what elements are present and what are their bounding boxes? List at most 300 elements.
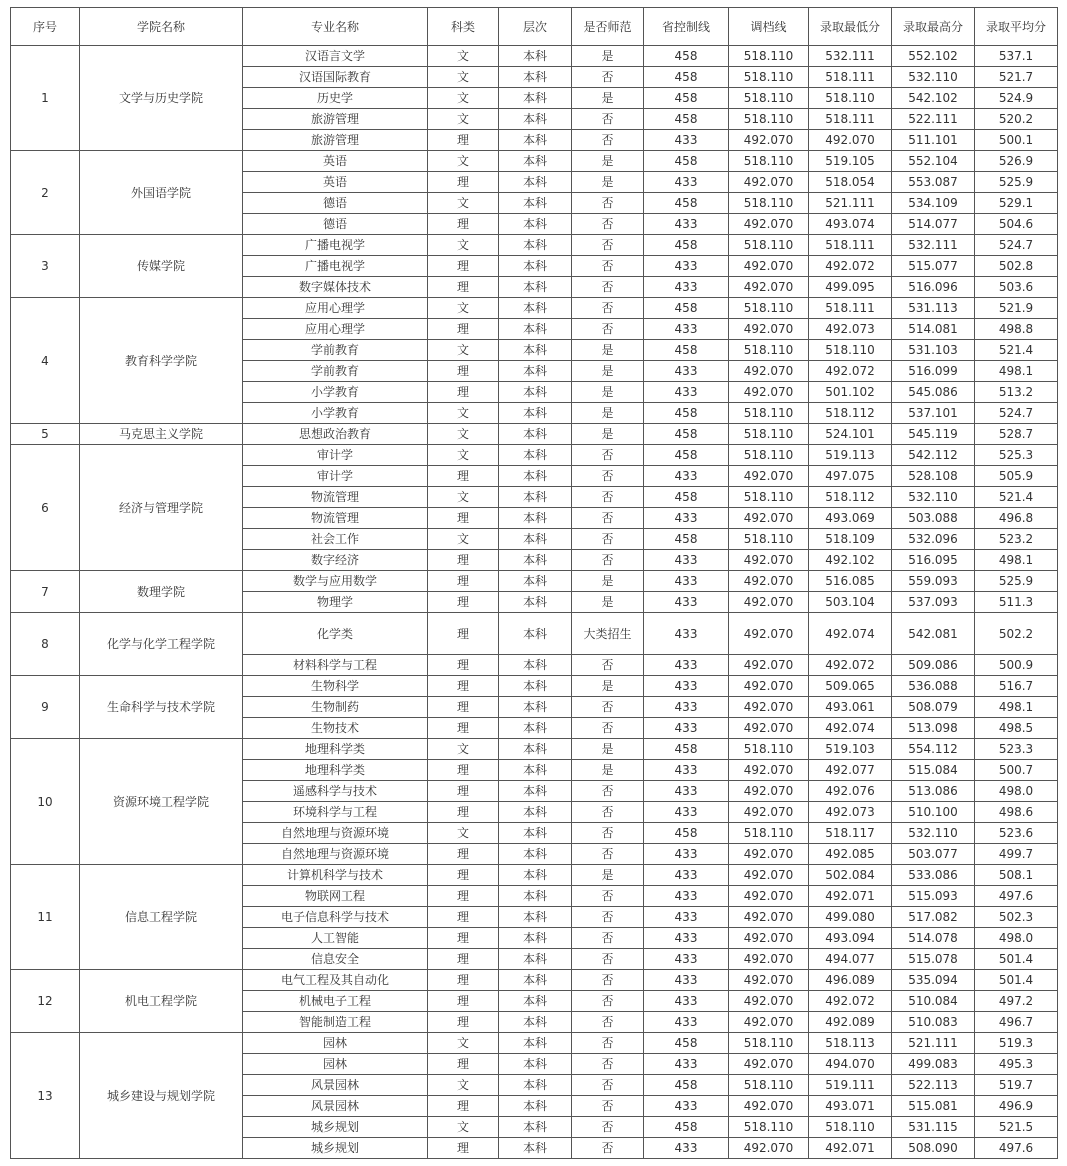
table-cell: 是: [572, 361, 644, 382]
table-cell: 433: [644, 928, 729, 949]
table-body: [11, 46, 1058, 1159]
table-cell: 否: [572, 67, 644, 88]
table-cell: 518.110: [729, 151, 809, 172]
table-cell: 旅游管理: [243, 109, 428, 130]
table-cell: 智能制造工程: [243, 1012, 428, 1033]
table-cell: 文: [428, 487, 499, 508]
table-cell: 492.074: [809, 718, 892, 739]
table-cell: 532.110: [892, 67, 975, 88]
table-cell: 532.110: [892, 823, 975, 844]
table-cell: 否: [572, 256, 644, 277]
table-cell: 552.102: [892, 46, 975, 67]
table-cell: 521.111: [809, 193, 892, 214]
table-row: [11, 1033, 1058, 1054]
table-cell: 501.4: [975, 970, 1058, 991]
table-cell: 理: [428, 466, 499, 487]
table-cell: 433: [644, 949, 729, 970]
table-cell: 理: [428, 781, 499, 802]
table-cell: 493.061: [809, 697, 892, 718]
table-cell: 532.111: [892, 235, 975, 256]
table-cell: 493.069: [809, 508, 892, 529]
table-cell: 492.070: [729, 844, 809, 865]
college-number-cell: 4: [11, 298, 80, 424]
table-row: [11, 235, 1058, 256]
college-name-cell: 机电工程学院: [80, 970, 243, 1033]
table-cell: 518.111: [809, 235, 892, 256]
table-cell: 458: [644, 340, 729, 361]
table-cell: 508.1: [975, 865, 1058, 886]
table-cell: 风景园林: [243, 1075, 428, 1096]
table-cell: 529.1: [975, 193, 1058, 214]
table-cell: 496.8: [975, 508, 1058, 529]
table-cell: 516.096: [892, 277, 975, 298]
table-cell: 523.3: [975, 739, 1058, 760]
table-cell: 509.086: [892, 655, 975, 676]
table-cell: 499.083: [892, 1054, 975, 1075]
table-cell: 广播电视学: [243, 235, 428, 256]
table-cell: 498.1: [975, 361, 1058, 382]
table-cell: 458: [644, 298, 729, 319]
table-cell: 本科: [499, 655, 572, 676]
table-cell: 本科: [499, 340, 572, 361]
table-cell: 文: [428, 424, 499, 445]
table-cell: 是: [572, 46, 644, 67]
table-cell: 433: [644, 718, 729, 739]
table-cell: 理: [428, 172, 499, 193]
table-cell: 524.7: [975, 235, 1058, 256]
table-cell: 本科: [499, 193, 572, 214]
table-row: [11, 865, 1058, 886]
table-cell: 否: [572, 802, 644, 823]
table-cell: 492.070: [729, 613, 809, 655]
table-cell: 521.9: [975, 298, 1058, 319]
table-cell: 433: [644, 907, 729, 928]
table-cell: 510.084: [892, 991, 975, 1012]
table-cell: 文: [428, 340, 499, 361]
table-cell: 应用心理学: [243, 298, 428, 319]
college-number-cell: 3: [11, 235, 80, 298]
table-cell: 458: [644, 193, 729, 214]
table-cell: 是: [572, 676, 644, 697]
table-cell: 本科: [499, 403, 572, 424]
table-row: [11, 424, 1058, 445]
table-cell: 化学类: [243, 613, 428, 655]
table-cell: 材料科学与工程: [243, 655, 428, 676]
college-number-cell: 13: [11, 1033, 80, 1159]
table-cell: 531.115: [892, 1117, 975, 1138]
table-cell: 492.070: [729, 991, 809, 1012]
table-cell: 458: [644, 46, 729, 67]
table-cell: 是: [572, 592, 644, 613]
table-cell: 本科: [499, 1096, 572, 1117]
table-cell: 英语: [243, 151, 428, 172]
table-cell: 458: [644, 1117, 729, 1138]
table-cell: 否: [572, 130, 644, 151]
table-cell: 文: [428, 1033, 499, 1054]
table-cell: 492.072: [809, 655, 892, 676]
college-number-cell: 2: [11, 151, 80, 235]
table-cell: 525.9: [975, 172, 1058, 193]
table-cell: 498.5: [975, 718, 1058, 739]
table-cell: 531.113: [892, 298, 975, 319]
table-cell: 本科: [499, 949, 572, 970]
table-cell: 522.113: [892, 1075, 975, 1096]
table-cell: 518.110: [729, 67, 809, 88]
table-cell: 自然地理与资源环境: [243, 844, 428, 865]
table-cell: 否: [572, 1033, 644, 1054]
table-cell: 518.110: [729, 1075, 809, 1096]
table-row: [11, 298, 1058, 319]
table-cell: 525.3: [975, 445, 1058, 466]
table-cell: 否: [572, 193, 644, 214]
table-cell: 否: [572, 949, 644, 970]
table-cell: 518.110: [729, 739, 809, 760]
table-cell: 文: [428, 46, 499, 67]
college-number-cell: 7: [11, 571, 80, 613]
table-cell: 492.076: [809, 781, 892, 802]
table-cell: 497.6: [975, 1138, 1058, 1159]
table-cell: 515.081: [892, 1096, 975, 1117]
table-cell: 518.110: [729, 1033, 809, 1054]
table-cell: 本科: [499, 781, 572, 802]
table-cell: 电子信息科学与技术: [243, 907, 428, 928]
header-cell: 科类: [428, 8, 499, 46]
table-cell: 否: [572, 466, 644, 487]
table-cell: 458: [644, 88, 729, 109]
header-cell: 专业名称: [243, 8, 428, 46]
table-cell: 492.070: [729, 256, 809, 277]
college-number-cell: 1: [11, 46, 80, 151]
table-cell: 本科: [499, 1117, 572, 1138]
table-cell: 理: [428, 949, 499, 970]
table-cell: 物理学: [243, 592, 428, 613]
table-cell: 518.110: [729, 1117, 809, 1138]
table-cell: 542.102: [892, 88, 975, 109]
table-cell: 433: [644, 550, 729, 571]
table-cell: 本科: [499, 130, 572, 151]
college-number-cell: 10: [11, 739, 80, 865]
table-cell: 文: [428, 67, 499, 88]
table-cell: 本科: [499, 67, 572, 88]
table-cell: 理: [428, 130, 499, 151]
table-cell: 458: [644, 739, 729, 760]
table-cell: 518.117: [809, 823, 892, 844]
table-cell: 理: [428, 718, 499, 739]
table-cell: 小学教育: [243, 403, 428, 424]
header-cell: 录取最高分: [892, 8, 975, 46]
table-cell: 533.086: [892, 865, 975, 886]
table-cell: 理: [428, 256, 499, 277]
table-cell: 英语: [243, 172, 428, 193]
college-number-cell: 8: [11, 613, 80, 676]
header-cell: 是否师范: [572, 8, 644, 46]
table-cell: 文: [428, 739, 499, 760]
header-cell: 调档线: [729, 8, 809, 46]
table-cell: 553.087: [892, 172, 975, 193]
table-cell: 528.108: [892, 466, 975, 487]
table-cell: 492.070: [729, 130, 809, 151]
table-cell: 492.077: [809, 760, 892, 781]
table-cell: 515.078: [892, 949, 975, 970]
table-cell: 496.089: [809, 970, 892, 991]
table-cell: 理: [428, 928, 499, 949]
admission-score-table: [10, 7, 1058, 1159]
table-cell: 513.2: [975, 382, 1058, 403]
table-row: [11, 571, 1058, 592]
table-cell: 518.054: [809, 172, 892, 193]
table-cell: 数学与应用数学: [243, 571, 428, 592]
table-cell: 本科: [499, 88, 572, 109]
table-cell: 否: [572, 1138, 644, 1159]
table-cell: 否: [572, 550, 644, 571]
table-cell: 514.081: [892, 319, 975, 340]
table-cell: 513.086: [892, 781, 975, 802]
table-cell: 521.4: [975, 340, 1058, 361]
table-cell: 534.109: [892, 193, 975, 214]
table-cell: 是: [572, 382, 644, 403]
table-cell: 545.086: [892, 382, 975, 403]
header-cell: 录取最低分: [809, 8, 892, 46]
table-cell: 理: [428, 970, 499, 991]
table-cell: 园林: [243, 1033, 428, 1054]
table-cell: 518.110: [729, 487, 809, 508]
table-cell: 本科: [499, 361, 572, 382]
header-cell: 学院名称: [80, 8, 243, 46]
table-cell: 458: [644, 529, 729, 550]
table-cell: 498.8: [975, 319, 1058, 340]
table-row: [11, 445, 1058, 466]
table-cell: 德语: [243, 214, 428, 235]
table-cell: 物联网工程: [243, 886, 428, 907]
table-cell: 理: [428, 676, 499, 697]
college-name-cell: 教育科学学院: [80, 298, 243, 424]
table-cell: 风景园林: [243, 1096, 428, 1117]
table-cell: 458: [644, 424, 729, 445]
table-row: [11, 151, 1058, 172]
table-cell: 自然地理与资源环境: [243, 823, 428, 844]
table-cell: 493.094: [809, 928, 892, 949]
table-cell: 理: [428, 844, 499, 865]
header-cell: 序号: [11, 8, 80, 46]
table-cell: 433: [644, 214, 729, 235]
table-cell: 应用心理学: [243, 319, 428, 340]
table-cell: 文: [428, 88, 499, 109]
table-cell: 518.110: [729, 403, 809, 424]
table-cell: 理: [428, 1138, 499, 1159]
table-cell: 518.110: [729, 109, 809, 130]
table-cell: 492.071: [809, 1138, 892, 1159]
table-cell: 508.090: [892, 1138, 975, 1159]
table-cell: 433: [644, 172, 729, 193]
table-cell: 理: [428, 865, 499, 886]
table-cell: 广播电视学: [243, 256, 428, 277]
table-cell: 518.112: [809, 403, 892, 424]
table-cell: 本科: [499, 1012, 572, 1033]
table-cell: 528.7: [975, 424, 1058, 445]
table-cell: 511.3: [975, 592, 1058, 613]
table-cell: 是: [572, 424, 644, 445]
table-cell: 旅游管理: [243, 130, 428, 151]
table-header: [11, 8, 1058, 46]
table-cell: 否: [572, 214, 644, 235]
table-cell: 本科: [499, 298, 572, 319]
table-cell: 否: [572, 319, 644, 340]
table-cell: 522.111: [892, 109, 975, 130]
table-cell: 否: [572, 508, 644, 529]
table-cell: 519.3: [975, 1033, 1058, 1054]
college-number-cell: 12: [11, 970, 80, 1033]
table-cell: 518.111: [809, 298, 892, 319]
table-cell: 492.070: [729, 718, 809, 739]
college-name-cell: 经济与管理学院: [80, 445, 243, 571]
table-cell: 498.6: [975, 802, 1058, 823]
table-cell: 458: [644, 403, 729, 424]
table-cell: 433: [644, 991, 729, 1012]
table-cell: 458: [644, 1033, 729, 1054]
table-cell: 503.6: [975, 277, 1058, 298]
table-cell: 本科: [499, 277, 572, 298]
table-cell: 502.084: [809, 865, 892, 886]
table-cell: 生物科学: [243, 676, 428, 697]
table-cell: 理: [428, 277, 499, 298]
table-cell: 文: [428, 235, 499, 256]
table-cell: 495.3: [975, 1054, 1058, 1075]
table-cell: 否: [572, 298, 644, 319]
table-cell: 理: [428, 655, 499, 676]
table-cell: 理: [428, 508, 499, 529]
table-cell: 本科: [499, 172, 572, 193]
table-cell: 500.7: [975, 760, 1058, 781]
table-cell: 文: [428, 1075, 499, 1096]
table-cell: 否: [572, 697, 644, 718]
college-name-cell: 城乡建设与规划学院: [80, 1033, 243, 1159]
table-cell: 433: [644, 592, 729, 613]
table-cell: 本科: [499, 1033, 572, 1054]
table-cell: 否: [572, 529, 644, 550]
table-cell: 文: [428, 823, 499, 844]
table-cell: 494.077: [809, 949, 892, 970]
table-cell: 519.103: [809, 739, 892, 760]
table-cell: 514.077: [892, 214, 975, 235]
table-cell: 理: [428, 907, 499, 928]
table-cell: 545.119: [892, 424, 975, 445]
table-cell: 518.112: [809, 487, 892, 508]
header-cell: 层次: [499, 8, 572, 46]
table-cell: 552.104: [892, 151, 975, 172]
table-cell: 492.070: [729, 907, 809, 928]
table-cell: 492.070: [729, 697, 809, 718]
table-cell: 本科: [499, 592, 572, 613]
table-cell: 492.089: [809, 1012, 892, 1033]
table-cell: 文: [428, 151, 499, 172]
table-cell: 492.070: [729, 865, 809, 886]
table-cell: 小学教育: [243, 382, 428, 403]
table-cell: 492.070: [729, 592, 809, 613]
table-cell: 492.070: [729, 319, 809, 340]
college-name-cell: 资源环境工程学院: [80, 739, 243, 865]
college-number-cell: 11: [11, 865, 80, 970]
table-cell: 433: [644, 970, 729, 991]
table-cell: 计算机科学与技术: [243, 865, 428, 886]
table-cell: 492.070: [729, 928, 809, 949]
table-cell: 504.6: [975, 214, 1058, 235]
table-cell: 521.7: [975, 67, 1058, 88]
college-name-cell: 传媒学院: [80, 235, 243, 298]
table-cell: 城乡规划: [243, 1117, 428, 1138]
table-cell: 否: [572, 970, 644, 991]
table-cell: 否: [572, 655, 644, 676]
table-cell: 城乡规划: [243, 1138, 428, 1159]
table-cell: 498.0: [975, 781, 1058, 802]
table-cell: 本科: [499, 676, 572, 697]
table-cell: 497.2: [975, 991, 1058, 1012]
header-cell: 省控制线: [644, 8, 729, 46]
table-cell: 500.1: [975, 130, 1058, 151]
table-cell: 519.111: [809, 1075, 892, 1096]
table-cell: 518.111: [809, 109, 892, 130]
table-cell: 理: [428, 760, 499, 781]
table-cell: 本科: [499, 529, 572, 550]
table-cell: 515.093: [892, 886, 975, 907]
table-cell: 519.105: [809, 151, 892, 172]
table-cell: 本科: [499, 697, 572, 718]
table-cell: 理: [428, 613, 499, 655]
table-cell: 理: [428, 214, 499, 235]
table-cell: 496.7: [975, 1012, 1058, 1033]
table-cell: 510.083: [892, 1012, 975, 1033]
table-cell: 遥感科学与技术: [243, 781, 428, 802]
table-cell: 433: [644, 1012, 729, 1033]
college-number-cell: 9: [11, 676, 80, 739]
table-cell: 492.070: [729, 886, 809, 907]
table-cell: 433: [644, 676, 729, 697]
table-cell: 532.096: [892, 529, 975, 550]
table-cell: 498.1: [975, 697, 1058, 718]
table-cell: 524.7: [975, 403, 1058, 424]
table-cell: 433: [644, 886, 729, 907]
table-cell: 515.084: [892, 760, 975, 781]
table-cell: 本科: [499, 466, 572, 487]
table-cell: 本科: [499, 865, 572, 886]
table-cell: 518.110: [809, 88, 892, 109]
table-cell: 542.112: [892, 445, 975, 466]
table-cell: 是: [572, 739, 644, 760]
table-cell: 516.095: [892, 550, 975, 571]
college-name-cell: 数理学院: [80, 571, 243, 613]
header-row: [11, 8, 1058, 46]
college-name-cell: 化学与化学工程学院: [80, 613, 243, 676]
college-name-cell: 信息工程学院: [80, 865, 243, 970]
table-cell: 518.110: [729, 424, 809, 445]
table-cell: 物流管理: [243, 508, 428, 529]
table-row: [11, 46, 1058, 67]
table-cell: 497.6: [975, 886, 1058, 907]
table-cell: 513.098: [892, 718, 975, 739]
table-cell: 汉语言文学: [243, 46, 428, 67]
table-cell: 否: [572, 928, 644, 949]
table-cell: 433: [644, 256, 729, 277]
table-cell: 492.070: [729, 1138, 809, 1159]
table-cell: 537.093: [892, 592, 975, 613]
table-cell: 492.071: [809, 886, 892, 907]
table-cell: 是: [572, 340, 644, 361]
table-cell: 492.085: [809, 844, 892, 865]
table-cell: 否: [572, 1054, 644, 1075]
table-cell: 492.070: [729, 214, 809, 235]
table-cell: 518.111: [809, 67, 892, 88]
table-cell: 493.074: [809, 214, 892, 235]
table-cell: 492.070: [729, 508, 809, 529]
